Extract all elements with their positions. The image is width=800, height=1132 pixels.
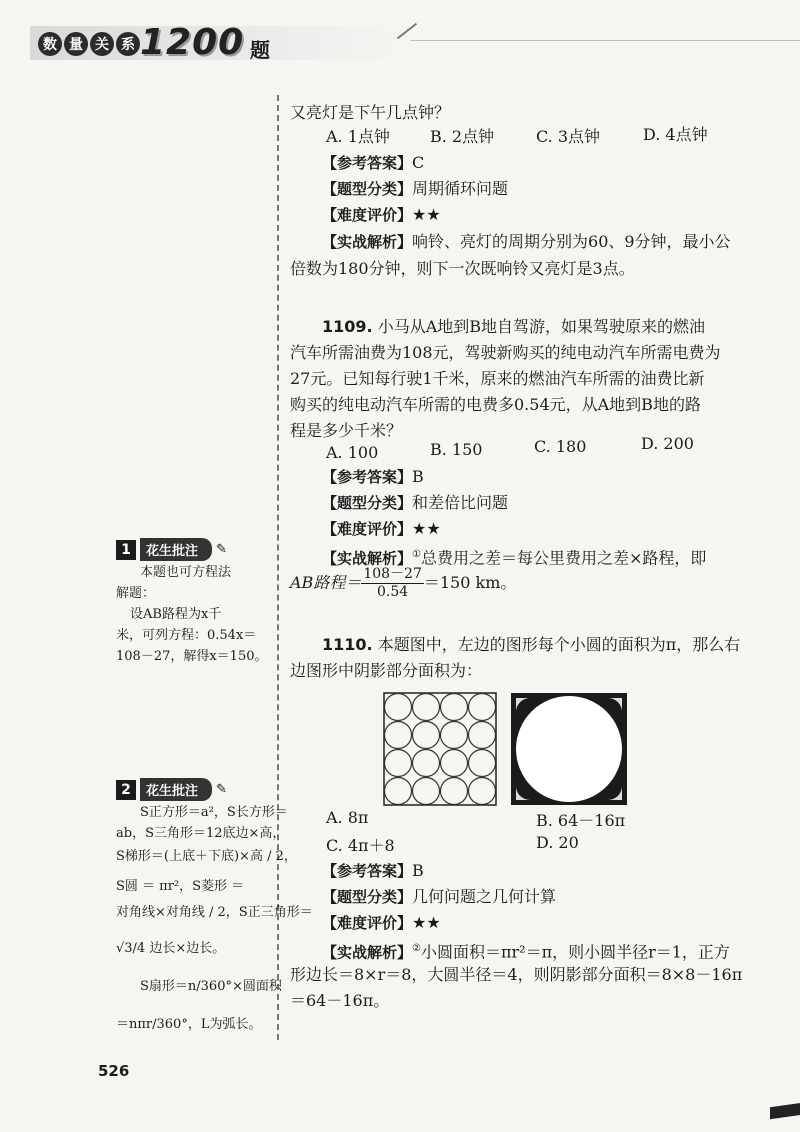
small-circle	[385, 694, 412, 721]
note1-line: 本题也可方程法	[140, 565, 232, 580]
answer-value: B	[412, 467, 424, 486]
note1-line: 设AB路程为x千	[130, 607, 222, 622]
note-ref-mark: ②	[412, 943, 421, 954]
answer-label: 【参考答案】	[322, 468, 413, 486]
formula-result: ＝150 km。	[423, 573, 517, 592]
small-circle	[469, 722, 496, 749]
note1-title: 花生批注	[140, 538, 212, 561]
q1110-answer-row	[322, 858, 424, 884]
difficulty-label: 【难度评价】	[322, 914, 413, 932]
q1110-option-b: B. 64－16π	[536, 811, 626, 830]
q1109-line3: 27元。已知每行驶1千米，原来的燃油汽车所需的油费比新	[290, 369, 705, 388]
q1109-line2: 汽车所需油费为108元，驾驶新购买的纯电动汽车所需电费为	[290, 343, 721, 362]
q1110-option-a: A. 8π	[326, 808, 369, 827]
analysis-text: 小圆面积＝πr²＝π，则小圆半径r＝1，正方	[420, 942, 730, 962]
fraction-denominator: 0.54	[377, 584, 409, 600]
small-circle	[413, 778, 440, 805]
type-label: 【题型分类】	[322, 494, 413, 512]
column-divider	[277, 95, 279, 1040]
small-circle	[441, 722, 468, 749]
small-circle	[441, 694, 468, 721]
q1108-analysis-line2: 倍数为180分钟，则下一次既响铃又亮灯是3点。	[290, 259, 635, 278]
note2-title: 花生批注	[140, 778, 212, 801]
q1109-line5: 程是多少千米？	[290, 421, 403, 440]
small-circle	[413, 722, 440, 749]
note2-line: S圆 ＝ πr²，S菱形 ＝	[116, 879, 245, 894]
analysis-label: 【实战解析】	[322, 549, 413, 568]
type-value: 几何问题之几何计算	[412, 887, 557, 906]
q1109-number: 1109.	[322, 317, 373, 336]
q1110-analysis-row	[322, 936, 730, 965]
q1109-formula-row	[290, 566, 516, 601]
note2-line: S梯形＝(上底＋下底)×高 / 2，	[116, 849, 297, 864]
small-circle	[413, 694, 440, 721]
difficulty-stars: ★★	[412, 205, 441, 224]
q1109-line4: 购买的纯电动汽车所需的电费多0.54元，从A地到B地的路	[290, 395, 701, 414]
header-number: 1200	[140, 22, 245, 63]
answer-label: 【参考答案】	[322, 154, 413, 172]
header-title-circles	[38, 32, 140, 56]
note1-number: 1	[116, 540, 136, 560]
difficulty-stars: ★★	[412, 519, 441, 538]
pencil-icon: ✎	[216, 782, 227, 797]
q1108-option-a: A. 1点钟	[326, 127, 390, 146]
formula-prefix: AB路程＝	[290, 573, 362, 592]
q1110-number: 1110.	[322, 635, 373, 654]
header-circle-char: 系	[116, 32, 140, 56]
q1108-question-line: 又亮灯是下午几点钟？	[290, 103, 451, 122]
difficulty-stars: ★★	[412, 913, 441, 932]
q1108-difficulty-row	[322, 202, 441, 228]
q1109-difficulty-row	[322, 516, 441, 542]
small-circle	[441, 778, 468, 805]
pencil-icon: ✎	[216, 542, 227, 557]
q1110-line2: 边图形中阴影部分面积为：	[290, 661, 483, 680]
fraction-numerator: 108－27	[363, 566, 422, 582]
type-value: 周期循环问题	[412, 179, 509, 198]
formula-fraction	[361, 566, 424, 601]
small-circle	[413, 750, 440, 777]
q1108-answer-row	[322, 150, 424, 176]
q1110-line1	[322, 632, 740, 658]
type-label: 【题型分类】	[322, 888, 413, 906]
q1108-option-b: B. 2点钟	[430, 127, 495, 146]
q1109-option-b: B. 150	[430, 440, 483, 459]
note2-header	[116, 778, 227, 801]
small-circle	[469, 750, 496, 777]
q1109-text: 小马从A地到B地自驾游，如果驾驶原来的燃油	[377, 317, 706, 336]
header-circle-char: 数	[38, 32, 62, 56]
note1-line: 米，可列方程：0.54x＝	[116, 628, 257, 643]
q1110-difficulty-row	[322, 910, 441, 936]
q1109-option-c: C. 180	[534, 437, 587, 456]
q1109-type-row	[322, 490, 508, 516]
q1110-option-c: C. 4π＋8	[326, 836, 395, 855]
note2-number: 2	[116, 780, 136, 800]
q1108-option-d: D. 4点钟	[643, 125, 708, 144]
analysis-text: 响铃、亮灯的周期分别为60、9分钟，最小公	[412, 232, 731, 251]
figure-small-circles	[383, 692, 497, 806]
small-circle	[385, 778, 412, 805]
q1109-option-a: A. 100	[326, 443, 379, 462]
note-ref-mark: ①	[412, 549, 421, 560]
difficulty-label: 【难度评价】	[322, 206, 413, 224]
answer-value: B	[412, 861, 424, 880]
page-number: 526	[98, 1062, 130, 1080]
note2-line: S扇形＝n/360°×圆面积	[140, 979, 282, 994]
small-circle	[385, 722, 412, 749]
difficulty-label: 【难度评价】	[322, 520, 413, 538]
header-rule	[410, 40, 800, 41]
type-value: 和差倍比问题	[412, 493, 509, 512]
header-suffix: 题	[250, 38, 270, 62]
note2-line: 对角线×对角线 / 2，S正三角形＝	[116, 905, 313, 920]
note2-line: S正方形＝a²，S长方形＝	[140, 805, 288, 820]
answer-value: C	[412, 153, 425, 172]
q1110-type-row	[322, 884, 556, 910]
figure-shaded-square	[510, 692, 628, 806]
small-circle	[469, 694, 496, 721]
q1109-option-d: D. 200	[641, 434, 694, 453]
header-circle-char: 关	[90, 32, 114, 56]
note2-line: √3/4 边长×边长。	[116, 941, 226, 956]
analysis-text: 总费用之差＝每公里费用之差×路程，即	[420, 548, 707, 568]
small-circle	[385, 750, 412, 777]
analysis-label: 【实战解析】	[322, 233, 413, 251]
note1-line: 108－27，解得x＝150。	[116, 649, 268, 664]
small-circle	[441, 750, 468, 777]
q1110-option-d: D. 20	[536, 833, 579, 852]
q1109-answer-row	[322, 464, 424, 490]
note2-line: ab，S三角形＝12底边×高，	[116, 826, 286, 841]
type-label: 【题型分类】	[322, 180, 413, 198]
page-edge-shadow	[770, 1103, 800, 1119]
q1108-option-c: C. 3点钟	[536, 127, 601, 146]
note1-line: 解题：	[116, 586, 156, 601]
q1108-analysis-row	[322, 229, 731, 255]
q1110-text: 本题图中，左边的图形每个小圆的面积为π，那么右	[377, 635, 741, 654]
q1108-type-row	[322, 176, 508, 202]
header-circle-char: 量	[64, 32, 88, 56]
answer-label: 【参考答案】	[322, 862, 413, 880]
q1110-analysis-line2: 形边长＝8×r＝8，大圆半径＝4，则阴影部分面积＝8×8－16π	[290, 965, 743, 984]
q1109-line1	[322, 314, 705, 340]
note1-header	[116, 538, 227, 561]
small-circle	[469, 778, 496, 805]
q1110-analysis-line3: ＝64－16π。	[290, 991, 390, 1010]
analysis-label: 【实战解析】	[322, 943, 413, 962]
note2-line: ＝nπr/360°，L为弧长。	[116, 1017, 262, 1032]
